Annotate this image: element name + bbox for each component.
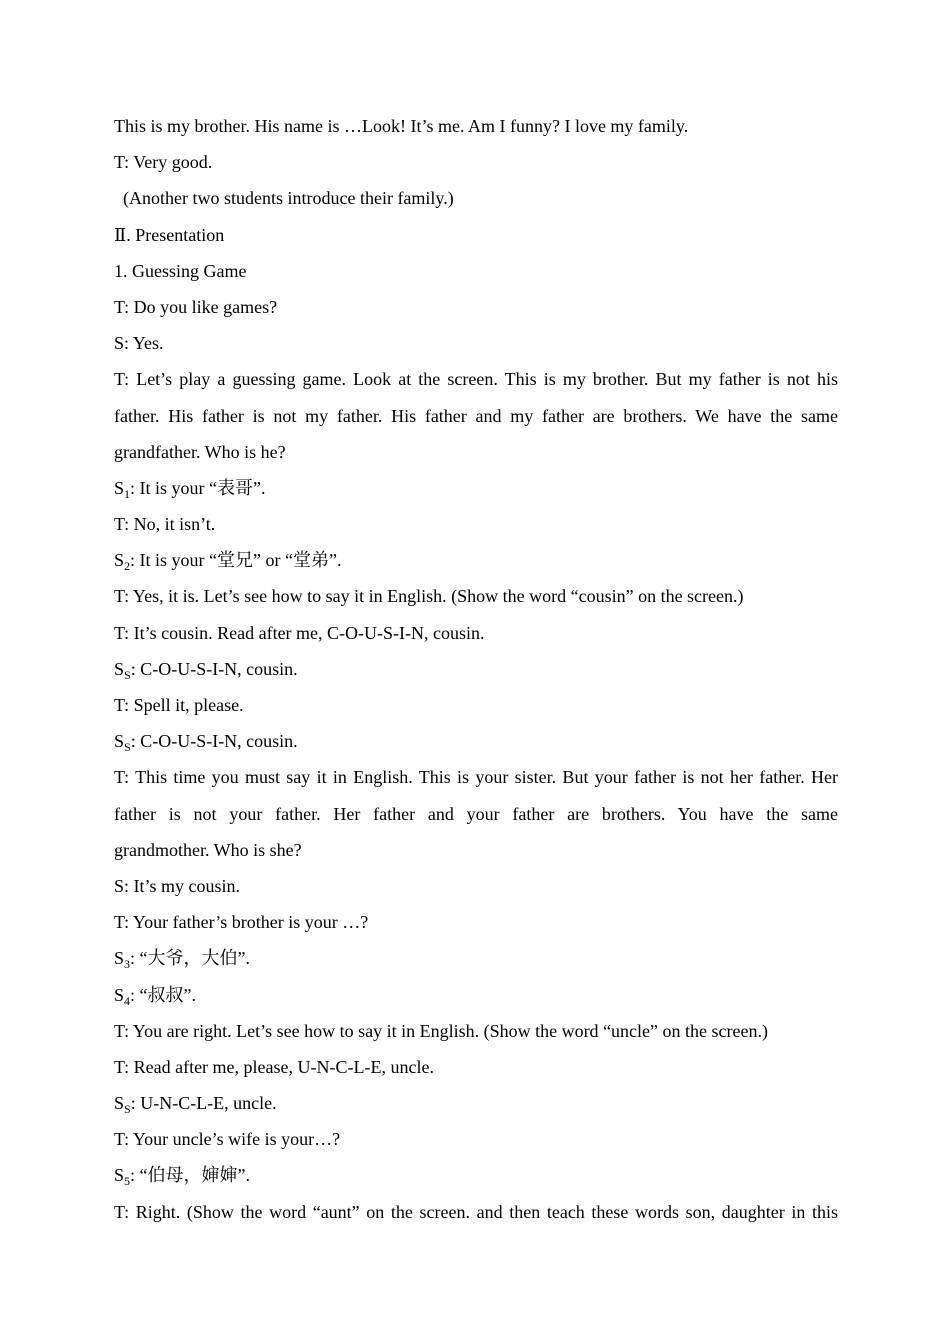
line-text: father. His father is not my father. His father and my father are brothers. We have the same bbox=[114, 405, 838, 426]
line-text: (Another two students introduce their family.) bbox=[123, 188, 454, 209]
speaker-label: S bbox=[114, 658, 125, 679]
line-text: : “伯母，婶婶”. bbox=[130, 1165, 250, 1186]
document-page bbox=[114, 112, 838, 1234]
speaker-subscript: S bbox=[124, 667, 131, 682]
line-text: This is my brother. His name is …Look! It’s me. Am I funny? I love my family. bbox=[114, 116, 689, 136]
text-line bbox=[114, 257, 838, 293]
speaker-label: S bbox=[114, 1165, 125, 1186]
text-line bbox=[114, 221, 838, 257]
text-line bbox=[114, 474, 838, 510]
line-text: S: Yes. bbox=[114, 333, 164, 354]
text-line bbox=[114, 1017, 838, 1053]
text-line bbox=[114, 1198, 838, 1234]
text-line bbox=[114, 1053, 838, 1089]
line-text: Ⅱ. Presentation bbox=[114, 224, 225, 245]
line-text: T: Yes, it is. Let’s see how to say it in English. (Show the word “cousin” on the screen.) bbox=[114, 586, 744, 607]
text-line bbox=[114, 184, 838, 220]
text-line bbox=[114, 365, 838, 401]
text-line bbox=[114, 293, 838, 329]
line-text: T: Let’s play a guessing game. Look at the screen. This is my brother. But my father is not his bbox=[114, 369, 838, 390]
text-line bbox=[114, 148, 838, 184]
text-line bbox=[114, 691, 838, 727]
line-text: T: Spell it, please. bbox=[114, 695, 244, 715]
speaker-label: S bbox=[114, 731, 125, 752]
line-text: : “大爷，大伯”. bbox=[130, 948, 250, 969]
text-line bbox=[114, 836, 838, 872]
speaker-label: S bbox=[114, 948, 125, 969]
line-text: S: It’s my cousin. bbox=[114, 875, 241, 896]
text-line bbox=[114, 944, 838, 980]
line-text: grandmother. Who is she? bbox=[114, 839, 302, 860]
speaker-subscript: 1 bbox=[124, 486, 131, 501]
line-text: T: Very good. bbox=[114, 152, 213, 173]
text-line bbox=[114, 438, 838, 474]
speaker-subscript: S bbox=[124, 740, 131, 755]
line-text: T: Do you like games? bbox=[114, 296, 278, 317]
text-line bbox=[114, 546, 838, 582]
text-line bbox=[114, 402, 838, 438]
line-text: 1. Guessing Game bbox=[114, 260, 247, 281]
text-line bbox=[114, 981, 838, 1017]
speaker-subscript: 3 bbox=[124, 957, 131, 972]
line-text: : It is your “堂兄” or “堂弟”. bbox=[130, 550, 342, 571]
text-line bbox=[114, 763, 838, 799]
speaker-subscript: 4 bbox=[124, 993, 131, 1008]
line-text: T: It’s cousin. Read after me, C-O-U-S-I-N, cousin. bbox=[114, 622, 485, 643]
line-text: T: Your father’s brother is your …? bbox=[114, 912, 369, 933]
text-line bbox=[114, 727, 838, 763]
speaker-label: S bbox=[114, 550, 125, 571]
line-text: T: Read after me, please, U-N-C-L-E, uncle. bbox=[114, 1056, 434, 1077]
text-line bbox=[114, 582, 838, 618]
text-line bbox=[114, 1089, 838, 1125]
text-line bbox=[114, 619, 838, 655]
speaker-label: S bbox=[114, 1093, 125, 1114]
line-text: : “叔叔”. bbox=[130, 984, 196, 1005]
line-text: grandfather. Who is he? bbox=[114, 441, 286, 462]
text-line bbox=[114, 1125, 838, 1161]
text-line bbox=[114, 1161, 838, 1197]
line-text: T: No, it isn’t. bbox=[114, 514, 216, 535]
text-line bbox=[114, 872, 838, 908]
line-text: T: This time you must say it in English. This is your sister. But your father is not her father. Her bbox=[114, 767, 838, 788]
speaker-subscript: S bbox=[124, 1102, 131, 1117]
text-line bbox=[114, 510, 838, 546]
text-line bbox=[114, 329, 838, 365]
line-text: : C-O-U-S-I-N, cousin. bbox=[130, 658, 298, 679]
text-line bbox=[114, 655, 838, 691]
line-text: father is not your father. Her father and your father are brothers. You have the same bbox=[114, 803, 838, 824]
line-text: : C-O-U-S-I-N, cousin. bbox=[130, 731, 298, 752]
line-text: T: You are right. Let’s see how to say it in English. (Show the word “uncle” on the screen.) bbox=[114, 1020, 768, 1041]
line-text: T: Your uncle’s wife is your…? bbox=[114, 1129, 341, 1150]
speaker-label: S bbox=[114, 984, 125, 1005]
line-text: : U-N-C-L-E, uncle. bbox=[130, 1093, 277, 1114]
speaker-label: S bbox=[114, 477, 125, 498]
line-text: : It is your “表哥”. bbox=[130, 477, 266, 498]
text-line bbox=[114, 112, 838, 148]
line-text: T: Right. (Show the word “aunt” on the screen. and then teach these words son, daughter in this bbox=[114, 1201, 838, 1222]
speaker-subscript: 2 bbox=[124, 559, 131, 574]
text-line bbox=[114, 908, 838, 944]
speaker-subscript: 5 bbox=[124, 1174, 131, 1189]
text-line bbox=[114, 800, 838, 836]
